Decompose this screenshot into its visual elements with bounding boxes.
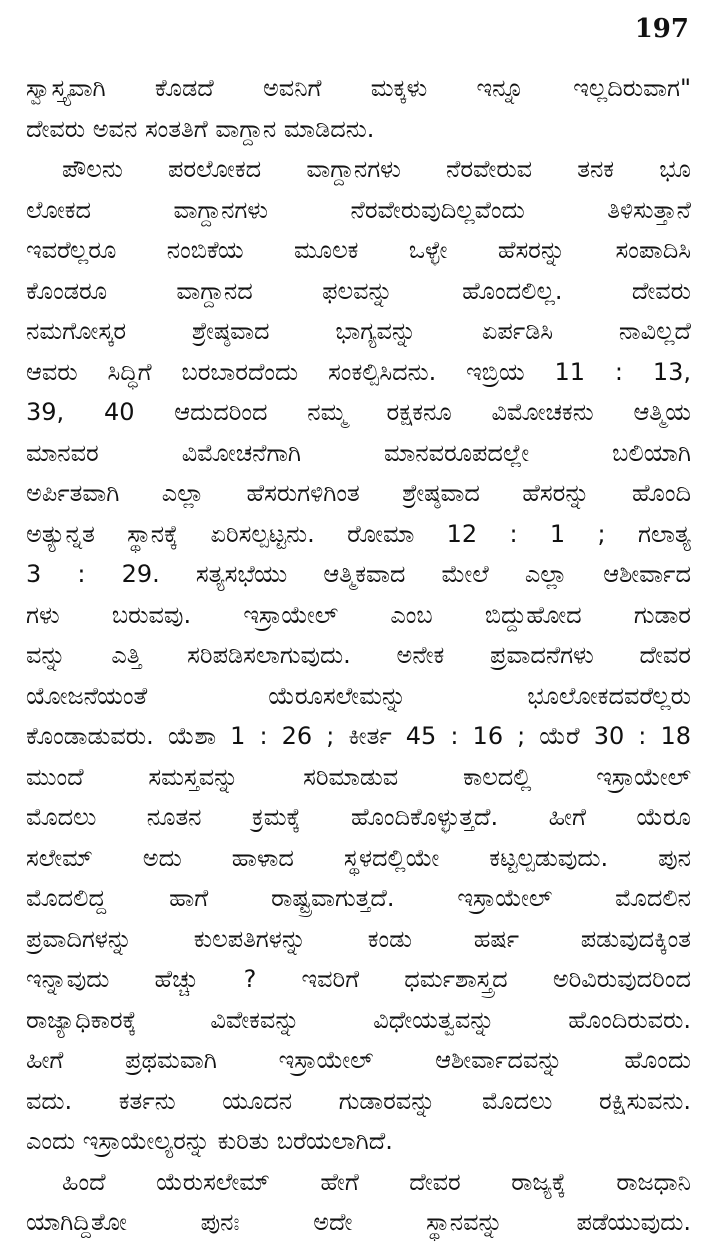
text-line: ಮೊದಲಿದ್ದ ಹಾಗೆ ರಾಷ್ಟ್ರವಾಗುತ್ತದೆ. ಇಸ್ರಾಯೇಲ್ ಮೊದಲಿನ [26,884,691,912]
page-number: 197 [634,14,689,44]
text-line: 39, 40 ಆದುದರಿಂದ ನಮ್ಮ ರಕ್ಷಕನೂ ವಿಮೋಚಕನು ಆತ್ಮಿಯ [26,398,691,426]
text-line: ಅರ್ಪಿತವಾಗಿ ಎಲ್ಲಾ ಹೆಸರುಗಳಿಗಿಂತ ಶ್ರೇಷ್ಠವಾದ ಹೆಸರನ್ನು ಹೊಂದಿ [26,479,691,507]
text-line: 3 : 29. ಸತ್ಯಸಭೆಯು ಆತ್ಮಿಕವಾದ ಮೇಲೆ ಎಲ್ಲಾ ಆಶೀರ್ವಾದ [26,560,691,588]
text-line: ಇವರೆಲ್ಲರೂ ನಂಬಿಕೆಯ ಮೂಲಕ ಒಳ್ಳೇ ಹೆಸರನ್ನು ಸಂಪಾದಿಸಿ [26,236,691,264]
text-line: ಕೊಂಡಾಡುವರು. ಯೆಶಾ 1 : 26 ; ಕೀರ್ತ 45 : 16 ; ಯೆರೆ 30 : 18 [26,722,691,750]
text-line: ಯೋಜನೆಯಂತೆ ಯೆರೂಸಲೇಮನ್ನು ಭೂಲೋಕದವರೆಲ್ಲರು [26,681,691,710]
text-line: ಯಾಗಿದ್ದಿತೋ ಪುನಃ ಅದೇ ಸ್ಥಾನವನ್ನು ಪಡೆಯುವುದು. [26,1208,691,1236]
text-line: ರಾಜ್ಯಾಧಿಕಾರಕ್ಕೆ ವಿವೇಕವನ್ನು ವಿಧೇಯತ್ವವನ್ನು ಹೊಂದಿರುವರು. [26,1005,691,1034]
body-text [26,68,691,1243]
text-line: ಸಲೇಮ್ ಅದು ಹಾಳಾದ ಸ್ಥಳದಲ್ಲಿಯೇ ಕಟ್ಟಲ್ಪಡುವುದು. ಪುನ [26,843,691,872]
text-line: ಕೊಂಡರೂ ವಾಗ್ದಾನದ ಫಲವನ್ನು ಹೊಂದಲಿಲ್ಲ. ದೇವರು [26,276,691,305]
text-line: ಲೋಕದ ವಾಗ್ದಾನಗಳು ನೆರವೇರುವುದಿಲ್ಲವೆಂದು ತಿಳಿಸುತ್ತಾನೆ [26,195,691,224]
text-line: ಅತ್ಯುನ್ನತ ಸ್ಥಾನಕ್ಕೆ ಏರಿಸಲ್ಪಟ್ಟನು. ರೋಮಾ 12 : 1 ; ಗಲಾತ್ಯ [26,519,691,548]
text-line: ಮಾನವರ ವಿಮೋಚನೆಗಾಗಿ ಮಾನವರೂಪದಲ್ಲೇ ಬಲಿಯಾಗಿ [26,438,691,467]
text-line: ಸ್ವಾಸ್ತ್ಯವಾಗಿ ಕೊಡದೆ ಅವನಿಗೆ ಮಕ್ಕಳು ಇನ್ನೂ ಇಲ್ಲದಿರುವಾಗ" [26,74,691,102]
text-line: ಗಳು ಬರುವವು. ಇಸ್ರಾಯೇಲ್ ಎಂಬ ಬಿದ್ದುಹೋದ ಗುಡಾರ [26,600,691,629]
text-line: ವನ್ನು ಎತ್ತಿ ಸರಿಪಡಿಸಲಾಗುವುದು. ಅನೇಕ ಪ್ರವಾದನೆಗಳು ದೇವರ [26,641,691,669]
text-line: ವದು. ಕರ್ತನು ಯೂದನ ಗುಡಾರವನ್ನು ಮೊದಲು ರಕ್ಷಿಸುವನು. [26,1086,691,1115]
text-line: ಎಂದು ಇಸ್ರಾಯೇಲ್ಯರನ್ನು ಕುರಿತು ಬರೆಯಲಾಗಿದೆ. [26,1127,393,1155]
text-line: ಇನ್ನಾವುದು ಹೆಚ್ಚು ? ಇವರಿಗೆ ಧರ್ಮಶಾಸ್ತ್ರದ ಅರಿವಿರುವುದರಿಂದ [26,965,691,993]
text-line: ಆವರು ಸಿದ್ಧಿಗೆ ಬರಬಾರದೆಂದು ಸಂಕಲ್ಪಿಸಿದನು. ಇಬ್ರಿಯ 11 : 13, [26,357,691,386]
text-line: ಹಿಂದೆ ಯೆರುಸಲೇಮ್ ಹೇಗೆ ದೇವರ ರಾಜ್ಯಕ್ಕೆ ರಾಜಧಾನಿ [62,1167,691,1196]
text-line: ಪ್ರವಾದಿಗಳನ್ನು ಕುಲಪತಿಗಳನ್ನು ಕಂಡು ಹರ್ಷ ಪಡುವುದಕ್ಕಿಂತ [26,924,691,953]
text-line: ದೇವರು ಅವನ ಸಂತತಿಗೆ ವಾಗ್ದಾನ ಮಾಡಿದನು. [26,114,375,143]
text-line: ಪೌಲನು ಪರಲೋಕದ ವಾಗ್ದಾನಗಳು ನೆರವೇರುವ ತನಕ ಭೂ [62,155,691,183]
text-line: ಹೀಗೆ ಪ್ರಥಮವಾಗಿ ಇಸ್ರಾಯೇಲ್ ಆಶೀರ್ವಾದವನ್ನು ಹೊಂದು [26,1046,691,1074]
text-line: ಮುಂದೆ ಸಮಸ್ತವನ್ನು ಸರಿಮಾಡುವ ಕಾಲದಲ್ಲಿ ಇಸ್ರಾಯೇಲ್ [26,762,691,791]
text-line: ನಮಗೋಸ್ಕರ ಶ್ರೇಷ್ಠವಾದ ಭಾಗ್ಯವನ್ನು ಏರ್ಪಡಿಸಿ ನಾವಿಲ್ಲದೆ [26,317,691,345]
text-line: ಮೊದಲು ನೂತನ ಕ್ರಮಕ್ಕೆ ಹೊಂದಿಕೊಳ್ಳುತ್ತದೆ. ಹೀಗೆ ಯೆರೂ [26,803,691,831]
